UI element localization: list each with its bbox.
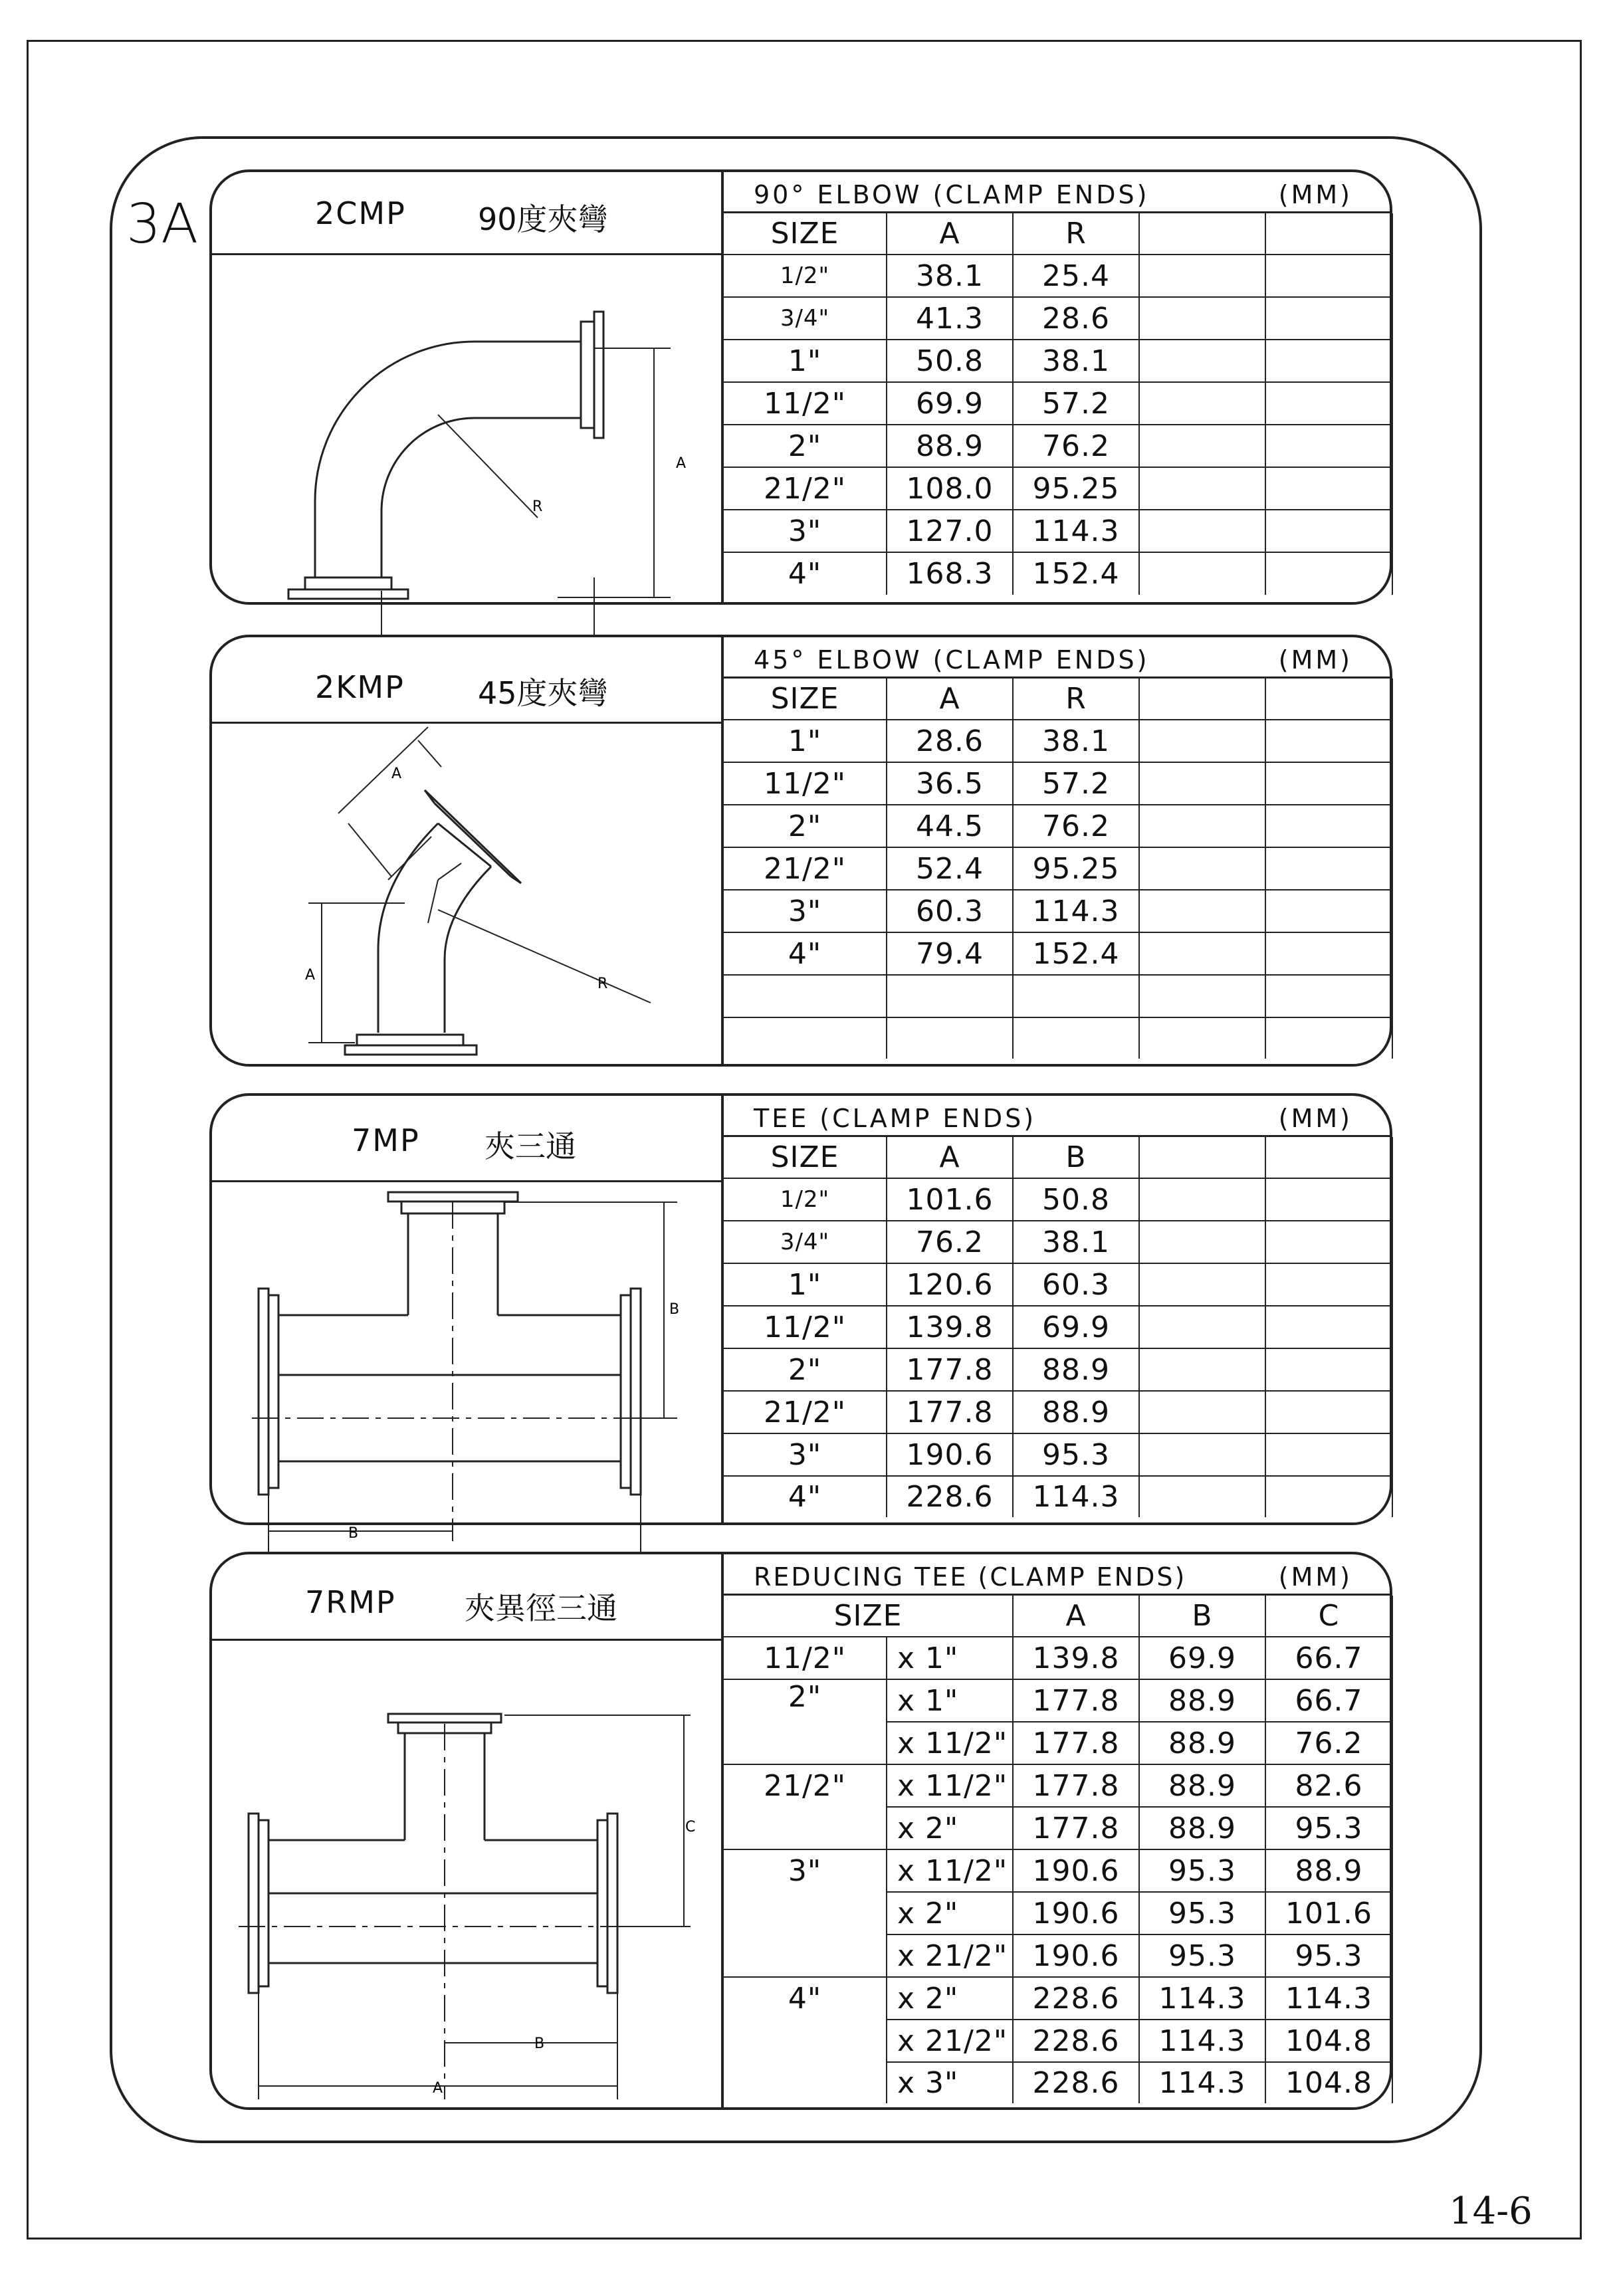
dim-label-r: R [532,498,543,515]
cell-branch-size: x 2" [887,1892,1013,1934]
cell-branch-size: x 21/2" [887,1934,1013,1977]
col-header-blank [1139,213,1265,255]
cell-r [1013,1017,1139,1059]
cell-a: 190.6 [887,1433,1013,1476]
cell-size: 11/2" [724,762,887,805]
table-row [724,1017,1392,1059]
dim-label-a-top: A [391,766,402,782]
cell-size: 3" [724,890,887,932]
cell-size: 1" [724,1263,887,1306]
cell-c: 104.8 [1265,2020,1392,2062]
table-row [724,1892,1392,1934]
cell-main-size: 2" [724,1679,887,1722]
cell-r: 76.2 [1013,805,1139,847]
cell-a: 50.8 [887,340,1013,382]
cell-a [887,1017,1013,1059]
cell-a: 88.9 [887,425,1013,467]
cell-branch-size: x 3" [887,2062,1013,2103]
cell-main-size [724,2020,887,2062]
cell-b: 60.3 [1013,1263,1139,1306]
col-header-r: R [1013,213,1139,255]
cell-b: 38.1 [1013,1221,1139,1263]
col-header-blank [1139,678,1265,720]
cell-size: 4" [724,932,887,975]
model-name: 45度夾彎 [478,675,609,711]
cell-branch-size: x 2" [887,1977,1013,2020]
cell-c: 82.6 [1265,1764,1392,1807]
section-45-elbow [209,635,1392,1067]
cell-b: 88.9 [1139,1807,1265,1849]
table-title: 90° ELBOW (CLAMP ENDS) [754,180,1150,209]
cell-a [887,975,1013,1017]
cell-c: 66.7 [1265,1679,1392,1722]
cell-size: 3" [724,1433,887,1476]
model-name: 夾三通 [484,1128,576,1164]
cell-branch-size: x 11/2" [887,1849,1013,1892]
col-header-a: A [887,1137,1013,1178]
dim-label-b-side: B [669,1301,680,1318]
cell-c: 66.7 [1265,1637,1392,1679]
cell-a: 168.3 [887,552,1013,595]
cell-b: 114.3 [1139,1977,1265,2020]
table-row [724,1178,1392,1221]
table-row [724,1433,1392,1476]
cell-size: 3/4" [724,297,887,340]
cell-size: 11/2" [724,1306,887,1348]
table-title-row [724,1096,1392,1137]
cell-r: 38.1 [1013,340,1139,382]
table-row [724,1637,1392,1679]
model-code: 7RMP [305,1584,396,1620]
table-row [724,1977,1392,2020]
dim-label-a: A [433,2080,443,2097]
cell-a: 177.8 [1013,1722,1139,1764]
model-code: 2CMP [315,195,406,231]
cell-a: 177.8 [1013,1807,1139,1849]
cell-a: 69.9 [887,382,1013,425]
model-code: 2KMP [315,669,405,705]
cell-a: 41.3 [887,297,1013,340]
elbow-90-drawing [212,255,724,605]
cell-r: 57.2 [1013,382,1139,425]
col-header-blank [1265,678,1392,720]
cell-size: 21/2" [724,1391,887,1433]
table-title-row [724,637,1392,678]
col-header-b: B [1139,1596,1265,1637]
cell-b: 95.3 [1139,1934,1265,1977]
table-row [724,467,1392,510]
col-header-blank [1139,1137,1265,1178]
product-info [212,637,724,1064]
cell-a: 52.4 [887,847,1013,890]
table-row [724,1722,1392,1764]
table-header-row [724,1596,1392,1637]
cell-size: 1/2" [724,1178,887,1221]
reducing-tee-drawing [212,1641,724,2110]
cell-r: 114.3 [1013,890,1139,932]
cell-size: 1" [724,340,887,382]
cell-size: 2" [724,805,887,847]
table-row [724,255,1392,297]
table-title-row [724,172,1392,213]
cell-b: 88.9 [1013,1391,1139,1433]
cell-size: 1/2" [724,255,887,297]
cell-b: 69.9 [1013,1306,1139,1348]
col-header-a: A [887,678,1013,720]
table-row [724,1849,1392,1892]
cell-branch-size: x 1" [887,1637,1013,1679]
cell-size: 2" [724,425,887,467]
cell-a: 190.6 [1013,1892,1139,1934]
product-header [212,1096,721,1182]
cell-size: 11/2" [724,382,887,425]
cell-main-size: 4" [724,1977,887,2020]
table-row [724,1679,1392,1722]
table-row [724,510,1392,552]
dim-label-r: R [597,976,608,992]
cell-b: 95.3 [1013,1433,1139,1476]
dim-label-b: B [534,2035,545,2052]
cell-size: 4" [724,1476,887,1517]
table-header-row [724,678,1392,720]
cell-a: 76.2 [887,1221,1013,1263]
cell-c: 88.9 [1265,1849,1392,1892]
table-row [724,1807,1392,1849]
table-row [724,425,1392,467]
cell-main-size: 3" [724,1849,887,1892]
section-reducing-tee [209,1552,1392,2110]
cell-a: 190.6 [1013,1934,1139,1977]
cell-b: 88.9 [1139,1722,1265,1764]
table-row [724,2062,1392,2103]
cell-b: 88.9 [1013,1348,1139,1391]
spec-table-area [724,172,1392,602]
table-unit: (MM) [1278,645,1352,675]
table-unit: (MM) [1278,180,1352,209]
cell-main-size [724,1892,887,1934]
table-row [724,2020,1392,2062]
product-info [212,172,724,602]
product-info [212,1554,724,2107]
cell-a: 139.8 [1013,1637,1139,1679]
table-row [724,720,1392,762]
cell-a: 228.6 [1013,2062,1139,2103]
table-title-row [724,1554,1392,1596]
cell-a: 228.6 [887,1476,1013,1517]
cell-size: 3/4" [724,1221,887,1263]
dim-label-b-bottom: B [348,1525,359,1542]
table-unit: (MM) [1278,1104,1352,1133]
cell-r: 152.4 [1013,932,1139,975]
cell-r: 38.1 [1013,720,1139,762]
col-header-a: A [1013,1596,1139,1637]
cell-a: 228.6 [1013,1977,1139,2020]
col-header-size: SIZE [724,213,887,255]
table-title: 45° ELBOW (CLAMP ENDS) [754,645,1150,675]
table-title: TEE (CLAMP ENDS) [754,1104,1037,1133]
table-row [724,847,1392,890]
cell-branch-size: x 11/2" [887,1722,1013,1764]
cell-a: 177.8 [1013,1764,1139,1807]
cell-c: 114.3 [1265,1977,1392,2020]
cell-r: 25.4 [1013,255,1139,297]
table-row [724,382,1392,425]
cell-main-size: 11/2" [724,1637,887,1679]
table-row [724,1391,1392,1433]
col-header-blank [1265,213,1392,255]
elbow-45-drawing [212,724,724,1067]
col-header-size: SIZE [724,1596,1013,1637]
cell-size: 21/2" [724,847,887,890]
table-row [724,890,1392,932]
cell-r: 152.4 [1013,552,1139,595]
table-row [724,932,1392,975]
cell-size: 2" [724,1348,887,1391]
section-90-elbow [209,169,1392,605]
cell-r: 114.3 [1013,510,1139,552]
cell-r: 76.2 [1013,425,1139,467]
spec-table-area [724,1554,1392,2107]
cell-size: 3" [724,510,887,552]
product-info [212,1096,724,1542]
cell-c: 95.3 [1265,1934,1392,1977]
col-header-blank [1265,1137,1392,1178]
table-row [724,1221,1392,1263]
cell-branch-size: x 21/2" [887,2020,1013,2062]
section-tee [209,1093,1392,1542]
cell-b: 114.3 [1139,2020,1265,2062]
cell-c: 104.8 [1265,2062,1392,2103]
cell-main-size: 21/2" [724,1764,887,1807]
spec-table-area [724,1096,1392,1522]
cell-branch-size: x 2" [887,1807,1013,1849]
col-header-size: SIZE [724,1137,887,1178]
cell-r: 95.25 [1013,847,1139,890]
cell-a: 139.8 [887,1306,1013,1348]
table-row [724,805,1392,847]
cell-a: 127.0 [887,510,1013,552]
cell-a: 190.6 [1013,1849,1139,1892]
dim-label-c: C [685,1819,696,1835]
cell-c: 76.2 [1265,1722,1392,1764]
cell-main-size [724,1722,887,1764]
cell-c: 95.3 [1265,1807,1392,1849]
table-row [724,762,1392,805]
table-row [724,552,1392,595]
product-header [212,172,721,255]
cell-main-size [724,1934,887,1977]
cell-b: 114.3 [1013,1476,1139,1517]
cell-r: 28.6 [1013,297,1139,340]
cell-b: 69.9 [1139,1637,1265,1679]
spec-table [724,1596,1393,2103]
cell-a: 79.4 [887,932,1013,975]
cell-a: 120.6 [887,1263,1013,1306]
cell-main-size [724,1807,887,1849]
col-header-r: R [1013,678,1139,720]
cell-a: 28.6 [887,720,1013,762]
cell-main-size [724,2062,887,2103]
cell-r: 57.2 [1013,762,1139,805]
spec-table [724,678,1393,1059]
cell-size [724,1017,887,1059]
table-row [724,1348,1392,1391]
cell-a: 177.8 [887,1391,1013,1433]
model-name: 90度夾彎 [478,201,609,237]
table-row [724,1263,1392,1306]
page-number: 14-6 [1449,2190,1533,2233]
cell-a: 108.0 [887,467,1013,510]
table-header-row [724,213,1392,255]
table-header-row [724,1137,1392,1178]
col-header-size: SIZE [724,678,887,720]
tee-drawing [212,1182,724,1542]
cell-branch-size: x 11/2" [887,1764,1013,1807]
dim-label-a-side: A [305,967,316,984]
cell-b: 88.9 [1139,1764,1265,1807]
spec-table [724,213,1393,595]
cell-size: 21/2" [724,467,887,510]
cell-size: 4" [724,552,887,595]
cell-size [724,975,887,1017]
product-header [212,1554,721,1641]
cell-a: 177.8 [1013,1679,1139,1722]
table-row [724,1764,1392,1807]
cell-r: 95.25 [1013,467,1139,510]
cell-branch-size: x 1" [887,1679,1013,1722]
product-header [212,637,721,724]
cell-a: 60.3 [887,890,1013,932]
table-row [724,1934,1392,1977]
cell-b: 114.3 [1139,2062,1265,2103]
model-name: 夾異徑三通 [465,1590,617,1626]
table-title: REDUCING TEE (CLAMP ENDS) [754,1562,1187,1592]
table-row [724,1476,1392,1517]
cell-r [1013,975,1139,1017]
table-unit: (MM) [1278,1562,1352,1592]
cell-a: 228.6 [1013,2020,1139,2062]
model-code: 7MP [352,1122,420,1158]
cell-a: 44.5 [887,805,1013,847]
spec-table [724,1137,1393,1517]
cell-c: 101.6 [1265,1892,1392,1934]
col-header-b: B [1013,1137,1139,1178]
spec-table-area [724,637,1392,1064]
col-header-a: A [887,213,1013,255]
cell-b: 50.8 [1013,1178,1139,1221]
cell-a: 38.1 [887,255,1013,297]
cell-b: 95.3 [1139,1849,1265,1892]
cell-a: 36.5 [887,762,1013,805]
table-row [724,1306,1392,1348]
cell-b: 88.9 [1139,1679,1265,1722]
series-label: 3A [126,193,199,256]
cell-size: 1" [724,720,887,762]
dim-label-a: A [676,455,687,472]
table-row [724,975,1392,1017]
col-header-c: C [1265,1596,1392,1637]
table-row [724,340,1392,382]
cell-b: 95.3 [1139,1892,1265,1934]
cell-a: 177.8 [887,1348,1013,1391]
table-row [724,297,1392,340]
cell-a: 101.6 [887,1178,1013,1221]
